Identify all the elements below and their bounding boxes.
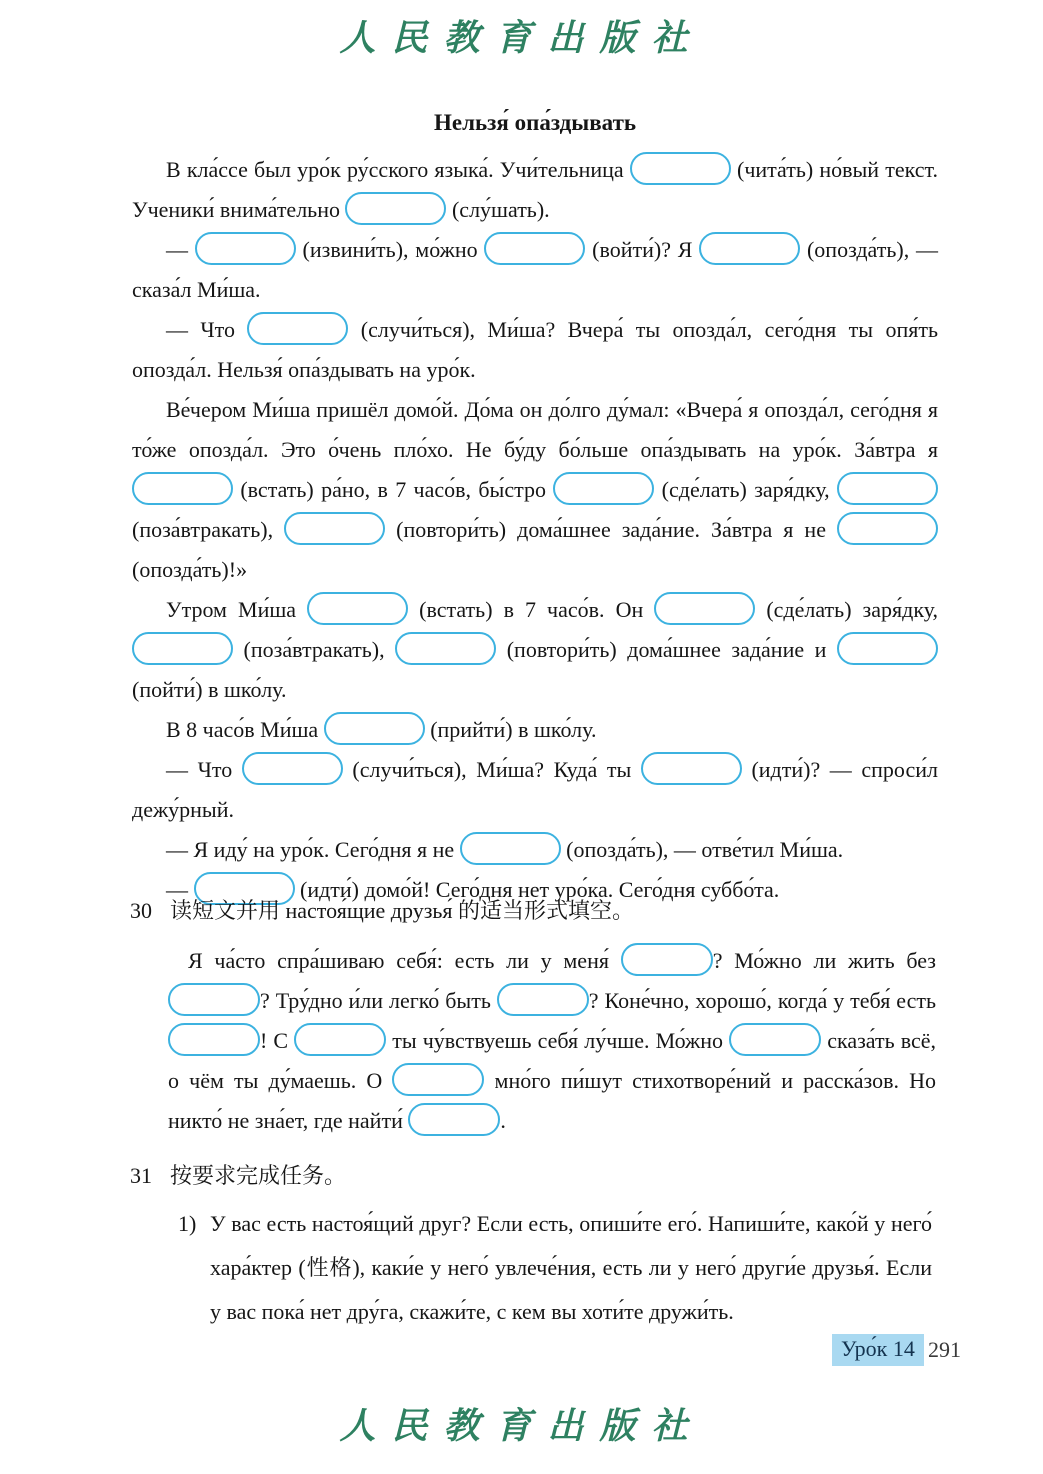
text-segment: (сде́лать) заря́дку,	[654, 477, 837, 502]
text-segment: (пойти́) в шко́лу.	[132, 677, 287, 702]
answer-blank[interactable]	[654, 592, 755, 625]
publisher-logo: 人民教育出版社	[339, 1405, 704, 1447]
text-segment: сказа́ть всё, о чём ты ду́маешь. О	[168, 1028, 936, 1093]
paragraph	[132, 710, 938, 750]
text-segment: —	[166, 237, 195, 262]
item-text: У вас есть настоя́щий друг? Если есть, опиши́те его́. Напиши́те, како́й у него́ хара́ктер (性格), каки́е у него́ увлече́ния, есть ли у него́ други́е друзья́. Если у вас пока́ нет дру́га, скажи́те, с кем вы хоти́те дружи́ть.	[210, 1211, 932, 1324]
text-segment: Утром Ми́ша	[166, 597, 308, 622]
text-segment: (прийти́) в шко́лу.	[424, 717, 597, 742]
publisher-logo: 人民教育出版社	[339, 17, 704, 59]
answer-blank[interactable]	[837, 512, 938, 545]
text-segment: В кла́ссе был уро́к ру́сского языка́. Учи́тельница	[166, 157, 630, 182]
text-segment: ! С	[260, 1028, 295, 1053]
header	[0, 10, 1043, 61]
story-title: Нельзя́ опа́здывать	[433, 110, 637, 135]
text-segment: (сде́лать) заря́дку,	[755, 597, 939, 622]
answer-blank[interactable]	[630, 152, 731, 185]
paragraph	[132, 590, 938, 710]
answer-blank[interactable]	[729, 1023, 821, 1056]
text-segment: мно́го пи́шут стихотворе́ний и расска́зов. Но никто́ не зна́ет, где найти́	[168, 1068, 936, 1133]
lesson-badge: Уро́к 14	[832, 1334, 924, 1366]
answer-blank[interactable]	[168, 983, 260, 1016]
answer-blank[interactable]	[395, 632, 496, 665]
text-segment: (встать) в 7 часо́в. Он	[408, 597, 655, 622]
text-segment: (случи́ться), Ми́ша? Куда́ ты	[342, 757, 641, 782]
exercise-31-header	[130, 1158, 940, 1194]
text-segment: (повтори́ть) дома́шнее зада́ние. За́втра я не	[385, 517, 837, 542]
exercise-instruction: 读短文并用 настоя́щие друзья́ 的适当形式填空。	[170, 898, 635, 923]
text-segment: (извини́ть), мо́жно	[295, 237, 485, 262]
answer-blank[interactable]	[460, 832, 561, 865]
answer-blank[interactable]	[307, 592, 408, 625]
text-segment: .	[500, 1108, 506, 1133]
exercise-31	[130, 1158, 940, 1334]
exercise-instruction: 按要求完成任务。	[170, 1163, 347, 1188]
paragraph	[132, 310, 938, 390]
exercise-30-passage	[168, 941, 936, 1141]
text-segment: (опозда́ть), — сказа́л Ми́ша.	[132, 237, 938, 302]
exercise-number: 30	[130, 898, 152, 923]
footer-logo-band	[0, 1398, 1043, 1449]
answer-blank[interactable]	[837, 472, 938, 505]
text-segment: (случи́ться), Ми́ша? Вчера́ ты опозда́л, сего́дня ты опя́ть опозда́л. Нельзя́ опа́здывать на уро́к.	[132, 317, 938, 382]
answer-blank[interactable]	[621, 943, 713, 976]
answer-blank[interactable]	[294, 1023, 386, 1056]
answer-blank[interactable]	[132, 472, 233, 505]
text-segment: —	[166, 877, 194, 902]
text-segment: — Я иду́ на уро́к. Сего́дня я не	[166, 837, 460, 862]
answer-blank[interactable]	[392, 1063, 484, 1096]
answer-blank[interactable]	[484, 232, 585, 265]
text-segment: (войти́)? Я	[585, 237, 700, 262]
text-segment: (поза́втракать),	[233, 637, 396, 662]
text-segment: ? Мо́жно ли жить без	[712, 948, 936, 973]
answer-blank[interactable]	[553, 472, 654, 505]
page-number: 291	[928, 1337, 961, 1362]
answer-blank[interactable]	[345, 192, 446, 225]
answer-blank[interactable]	[132, 632, 233, 665]
text-segment: (идти́) домо́й! Сего́дня нет уро́ка. Сего́дня суббо́та.	[294, 877, 780, 902]
answer-blank[interactable]	[408, 1103, 500, 1136]
text-segment: ты чу́вствуешь себя́ лу́чше. Мо́жно	[386, 1028, 730, 1053]
answer-blank[interactable]	[641, 752, 742, 785]
text-segment: — Что	[166, 757, 242, 782]
paragraph	[132, 150, 938, 230]
paragraph	[132, 830, 938, 870]
text-segment: Ве́чером Ми́ша пришёл домо́й. До́ма он до́лго ду́мал: «Вчера́ я опозда́л, сего́дня я то́же опозда́л. Это о́чень пло́хо. Не бу́ду бо́льше опа́здывать на уро́к. За́втра я	[132, 397, 938, 462]
text-segment: В 8 часо́в Ми́ша	[166, 717, 324, 742]
text-segment: (чита́ть) но́вый текст. Ученики́ внима́тельно	[132, 157, 938, 222]
answer-blank[interactable]	[242, 752, 343, 785]
text-segment: (идти́)? — спроси́л дежу́рный.	[132, 757, 938, 822]
answer-blank[interactable]	[284, 512, 385, 545]
answer-blank[interactable]	[195, 232, 296, 265]
exercise-number: 31	[130, 1163, 152, 1188]
answer-blank[interactable]	[168, 1023, 260, 1056]
page-footer	[0, 1334, 1043, 1374]
item-label: 1)	[178, 1211, 197, 1236]
paragraph	[132, 750, 938, 830]
paragraph	[132, 390, 938, 590]
text-segment: ? Коне́чно, хорошо́, когда́ у тебя́ есть	[588, 988, 936, 1013]
text-segment: (встать) ра́но, в 7 часо́в, бы́стро	[233, 477, 554, 502]
text-segment: (повтори́ть) дома́шнее зада́ние и	[496, 637, 837, 662]
exercise-30	[130, 893, 940, 1141]
answer-blank[interactable]	[837, 632, 938, 665]
answer-blank[interactable]	[324, 712, 425, 745]
text-segment: (опозда́ть), — отве́тил Ми́ша.	[560, 837, 844, 862]
exercise-31-item-1	[178, 1202, 940, 1334]
text-segment: — Что	[166, 317, 248, 342]
story-passage	[132, 150, 938, 910]
paragraph	[168, 941, 936, 1141]
text-segment: (опозда́ть)!»	[132, 557, 248, 582]
text-segment: (поза́втракать),	[132, 517, 285, 542]
answer-blank[interactable]	[497, 983, 589, 1016]
answer-blank[interactable]	[247, 312, 348, 345]
text-segment: (слу́шать).	[446, 197, 550, 222]
answer-blank[interactable]	[699, 232, 800, 265]
paragraph	[132, 230, 938, 310]
text-segment: ? Тру́дно и́ли легко́ быть	[260, 988, 497, 1013]
text-segment: Я ча́сто спра́шиваю себя́: есть ли у меня́	[188, 948, 621, 973]
exercise-30-header	[130, 893, 940, 929]
